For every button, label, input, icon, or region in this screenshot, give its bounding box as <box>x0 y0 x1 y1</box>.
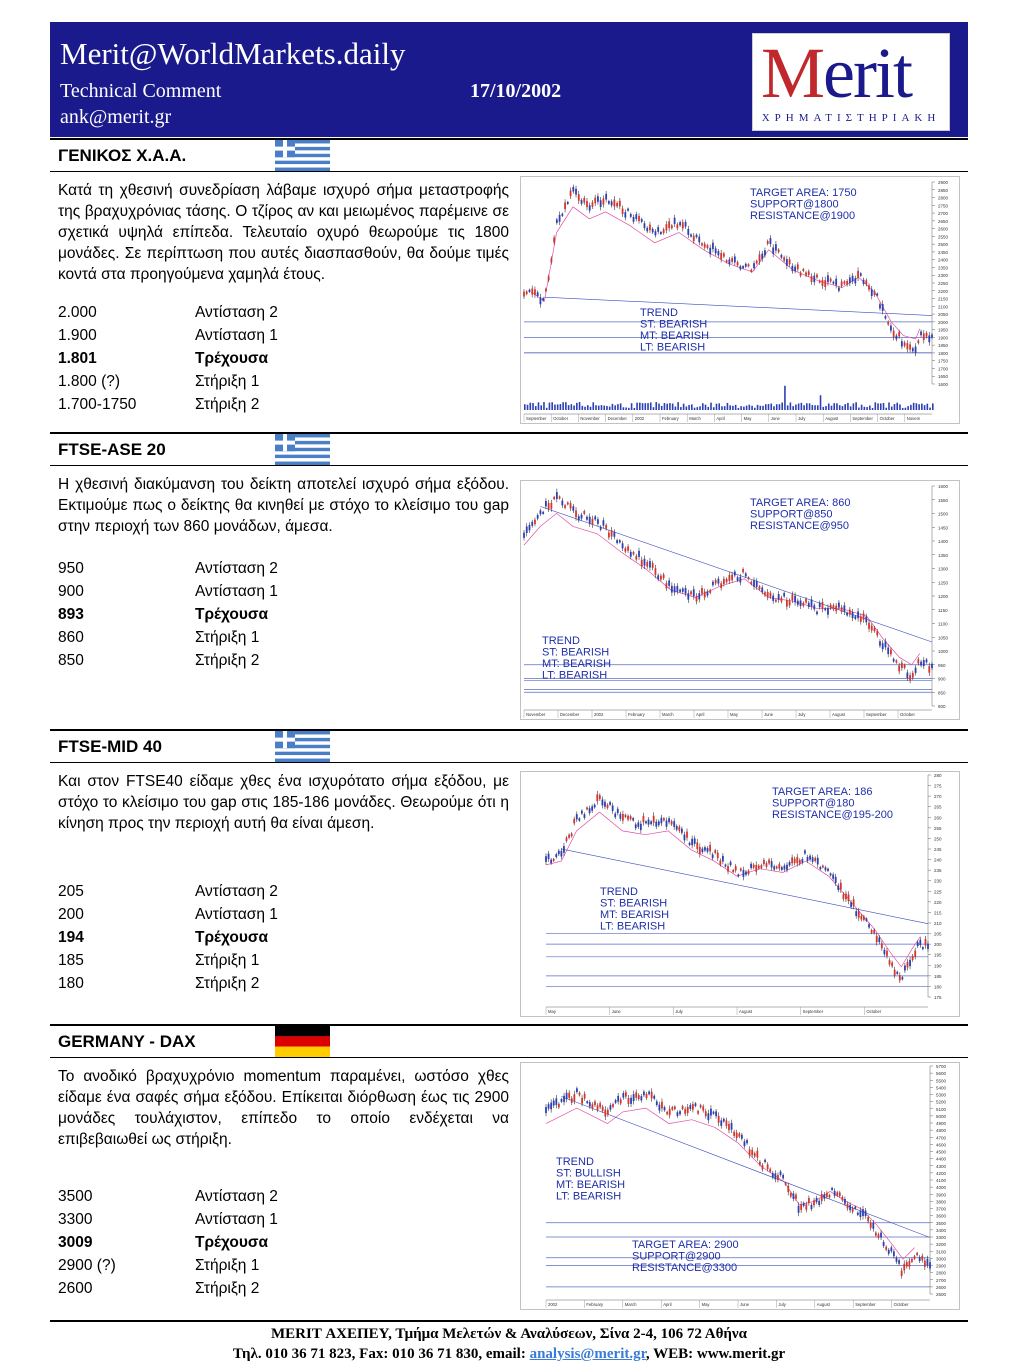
y-tick-label: 1850 <box>938 343 949 349</box>
y-tick-label: 215 <box>934 910 942 916</box>
y-tick-label: 2600 <box>938 226 949 232</box>
y-tick-label: 270 <box>934 794 942 800</box>
level-row <box>58 327 278 350</box>
target-annotation: RESISTANCE@950 <box>750 520 849 532</box>
y-tick-label: 255 <box>934 825 942 831</box>
y-tick-label: 1250 <box>938 580 949 586</box>
y-tick-label: 1550 <box>938 497 949 503</box>
level-label: Στήριξη 2 <box>195 396 260 413</box>
trend-annotation: LT: BEARISH <box>640 341 706 354</box>
month-label: February <box>586 1302 604 1307</box>
levels-list <box>58 304 278 419</box>
y-tick-label: 4400 <box>936 1156 947 1162</box>
level-label: Στήριξη 1 <box>195 1257 260 1274</box>
month-label: March <box>662 712 674 717</box>
section-header <box>50 729 968 763</box>
y-tick-label: 230 <box>934 878 942 884</box>
trend-annotation: TREND <box>542 635 580 647</box>
y-tick-label: 5300 <box>936 1092 947 1098</box>
y-tick-label: 4600 <box>936 1142 947 1148</box>
target-annotation: SUPPORT@2900 <box>632 1250 721 1263</box>
trend-annotation: LT: BEARISH <box>556 1190 622 1203</box>
report-title: Merit@WorldMarkets.daily <box>60 36 406 71</box>
level-label: Αντίσταση 2 <box>195 1188 278 1205</box>
month-label: June <box>764 712 774 717</box>
level-value: 3300 <box>58 1211 93 1228</box>
level-row <box>58 560 278 583</box>
y-tick-label: 2250 <box>938 281 949 286</box>
y-tick-label: 1650 <box>938 374 949 380</box>
month-label: July <box>675 1009 683 1014</box>
y-tick-label: 4700 <box>936 1135 947 1141</box>
level-row <box>58 975 278 998</box>
month-label: August <box>739 1009 753 1014</box>
trend-annotation: TREND <box>640 307 678 319</box>
month-label: November <box>580 416 600 421</box>
y-tick-label: 4200 <box>936 1170 947 1176</box>
section-ftse-mid-40 <box>50 729 968 1021</box>
section-germany-dax <box>50 1024 968 1316</box>
level-value: 950 <box>58 560 84 577</box>
y-tick-label: 900 <box>938 676 946 682</box>
y-tick-label: 3000 <box>936 1256 947 1262</box>
target-annotation: SUPPORT@1800 <box>750 198 839 211</box>
y-tick-label: 1600 <box>938 382 949 387</box>
y-tick-label: 3100 <box>936 1249 947 1255</box>
level-label: Στήριξη 2 <box>195 975 260 992</box>
level-value: 205 <box>58 883 84 900</box>
y-tick-label: 2900 <box>938 180 949 185</box>
month-label: September <box>866 712 887 717</box>
y-tick-label: 240 <box>934 857 942 863</box>
y-tick-label: 4500 <box>936 1149 947 1155</box>
target-annotation: TARGET AREA: 2900 <box>632 1239 739 1251</box>
level-value: 2900 (?) <box>58 1257 116 1274</box>
level-row <box>58 906 278 929</box>
germany-flag-icon <box>275 1026 330 1057</box>
y-tick-label: 4900 <box>936 1121 947 1126</box>
y-tick-label: 1600 <box>938 484 949 489</box>
y-tick-label: 2900 <box>936 1263 947 1269</box>
y-tick-label: 2000 <box>938 319 949 325</box>
month-label: August <box>825 416 839 421</box>
y-tick-label: 1500 <box>938 511 949 517</box>
section-text: Η χθεσινή διακύμανση του δείκτη αποτελεί ισχυρό σήμα εξόδου. Εκτιμούμε πως ο δείκτης θα κινηθεί με στόχο το κλείσιμο του gap στην περιοχή των 860 μονάδων, άμεσα. <box>58 476 509 535</box>
y-tick-label: 2150 <box>938 296 949 302</box>
month-label: October <box>893 1302 909 1307</box>
level-value: 900 <box>58 583 84 600</box>
month-label: June <box>740 1302 750 1307</box>
y-tick-label: 190 <box>934 963 942 969</box>
greece-flag-icon <box>275 434 330 465</box>
y-tick-label: 4800 <box>936 1128 947 1134</box>
y-tick-label: 225 <box>934 889 942 895</box>
y-tick-label: 1300 <box>938 566 949 572</box>
section-header <box>50 432 968 466</box>
y-tick-label: 250 <box>934 836 942 842</box>
level-label: Τρέχουσα <box>195 606 269 623</box>
y-tick-label: 4300 <box>936 1163 947 1169</box>
month-label: October <box>900 712 915 717</box>
month-label: February <box>662 416 679 421</box>
target-annotation: TARGET AREA: 860 <box>750 497 851 509</box>
greece-flag-icon <box>275 140 330 171</box>
level-row <box>58 1211 278 1234</box>
section-text: Κατά τη χθεσινή συνεδρίαση λάβαμε ισχυρό σήμα μεταστροφής της βραχυχρόνιας τάσης. Ο τζίρος αν και μειωμένος παρέμεινε σε σχετικά υψηλά επίπεδα. Τελευταίο οχυρό θεωρούμε τις 1800 μονάδες. Σε περίπτωση που αυτές διασπασθούν, θα δούμε τιμές κοντά στα προηγούμενα χαμηλά έτους. <box>58 182 509 283</box>
price-chart <box>520 1062 960 1310</box>
y-tick-label: 260 <box>934 815 942 821</box>
y-tick-label: 5400 <box>936 1085 947 1091</box>
target-annotation: RESISTANCE@3300 <box>632 1262 738 1274</box>
y-tick-label: 1150 <box>938 607 948 613</box>
level-value: 180 <box>58 975 84 992</box>
level-label: Τρέχουσα <box>195 1234 269 1251</box>
y-tick-label: 1700 <box>938 366 949 372</box>
level-value: 185 <box>58 952 84 969</box>
y-tick-label: 2450 <box>938 249 949 255</box>
level-value: 3500 <box>58 1188 93 1205</box>
level-label: Αντίσταση 1 <box>195 906 278 923</box>
month-label: May <box>701 1302 710 1307</box>
y-tick-label: 280 <box>934 773 942 778</box>
y-tick-label: 2600 <box>936 1284 947 1290</box>
merit-logo <box>752 33 950 131</box>
y-tick-label: 850 <box>938 690 946 696</box>
y-tick-label: 5700 <box>936 1064 947 1069</box>
y-tick-label: 265 <box>934 804 942 810</box>
footer-email-link[interactable]: analysis@merit.gr <box>529 1346 646 1362</box>
y-tick-label: 3900 <box>936 1192 947 1198</box>
level-value: 1.900 <box>58 327 97 344</box>
y-tick-label: 205 <box>934 931 942 937</box>
y-tick-label: 3300 <box>936 1235 947 1240</box>
y-tick-label: 1450 <box>938 525 949 531</box>
levels-list <box>58 1188 278 1303</box>
y-tick-label: 3400 <box>936 1227 947 1233</box>
level-label: Στήριξη 2 <box>195 652 260 669</box>
level-value: 1.801 <box>58 350 97 367</box>
trend-annotation: LT: BEARISH <box>600 920 666 933</box>
level-label: Στήριξη 2 <box>195 1280 260 1297</box>
y-tick-label: 235 <box>934 868 942 874</box>
y-tick-label: 1050 <box>938 635 949 641</box>
y-tick-label: 2650 <box>938 218 949 224</box>
level-label: Αντίσταση 2 <box>195 304 278 321</box>
month-label: September <box>852 416 873 421</box>
level-label: Αντίσταση 2 <box>195 560 278 577</box>
footer-contacts: Τηλ. 010 36 71 823, Fax: 010 36 71 830, email: analysis@merit.gr, WEB: www.merit.gr <box>232 1346 786 1362</box>
report-date: 17/10/2002 <box>470 80 562 102</box>
y-tick-label: 2800 <box>938 195 949 201</box>
month-label: April <box>716 416 725 421</box>
trend-annotation: MT: BEARISH <box>556 1179 626 1191</box>
y-tick-label: 2200 <box>938 288 949 294</box>
trend-annotation: TREND <box>556 1156 594 1168</box>
month-label: July <box>798 712 806 717</box>
level-value: 1.700-1750 <box>58 396 137 413</box>
month-label: August <box>832 712 846 717</box>
month-label: September <box>855 1302 876 1307</box>
month-label: May <box>548 1009 556 1014</box>
y-tick-label: 2700 <box>936 1277 947 1283</box>
y-tick-label: 1400 <box>938 539 949 544</box>
level-row <box>58 629 278 652</box>
section-header <box>50 138 968 172</box>
level-value: 194 <box>58 929 84 946</box>
y-tick-label: 1000 <box>938 649 949 654</box>
level-label: Στήριξη 1 <box>195 952 260 969</box>
report-email[interactable]: ank@merit.gr <box>60 106 172 128</box>
y-tick-label: 1900 <box>938 335 949 341</box>
report-header <box>50 22 968 137</box>
section-title: FTSE-ASE 20 <box>58 440 166 459</box>
month-label: December <box>607 416 627 421</box>
y-tick-label: 1350 <box>938 552 949 558</box>
trend-annotation: LT: BEARISH <box>542 669 608 682</box>
y-tick-label: 3800 <box>936 1199 947 1205</box>
level-row <box>58 606 278 629</box>
trend-annotation: ST: BULLISH <box>556 1167 621 1180</box>
logo-word: Merit <box>761 33 911 113</box>
trend-annotation: MT: BEARISH <box>600 909 670 921</box>
y-tick-label: 1950 <box>938 327 949 333</box>
y-tick-label: 3700 <box>936 1206 947 1212</box>
level-row <box>58 952 278 975</box>
target-annotation: TARGET AREA: 186 <box>772 786 873 798</box>
logo-tagline: ΧΡΗΜΑΤΙΣΤΗΡΙΑΚΗ <box>761 112 941 124</box>
month-label: 2002 <box>594 712 604 717</box>
y-tick-label: 210 <box>934 921 942 926</box>
month-label: 2002 <box>634 416 645 421</box>
y-tick-label: 5200 <box>936 1099 947 1105</box>
y-tick-label: 2050 <box>938 312 949 318</box>
section-ftse-ase-20 <box>50 432 968 728</box>
target-annotation: SUPPORT@180 <box>772 797 855 810</box>
month-label: July <box>778 1302 786 1307</box>
trend-annotation: ST: BEARISH <box>600 897 668 910</box>
section-text: Το ανοδικό βραχυχρόνιο momentum παραμένει, ωστόσο χθες είδαμε ένα σαφές σήμα εξόδου. Επίκειται διόρθωση έως τις 2900 μονάδες τουλάχιστον, επίπεδο το οποίο ενδέχεται να επιβεβαιωθεί ως στήριξη. <box>58 1068 509 1148</box>
price-chart <box>520 771 960 1017</box>
level-row <box>58 583 278 606</box>
y-tick-label: 4000 <box>936 1185 947 1191</box>
y-tick-label: 195 <box>934 952 942 958</box>
section-header <box>50 1024 968 1058</box>
y-tick-label: 2400 <box>938 257 949 263</box>
levels-list <box>58 883 278 998</box>
level-label: Τρέχουσα <box>195 929 269 946</box>
y-tick-label: 2800 <box>936 1270 947 1276</box>
y-tick-label: 220 <box>934 899 942 905</box>
y-tick-label: 3600 <box>936 1213 947 1219</box>
y-tick-label: 2500 <box>936 1292 947 1297</box>
month-label: April <box>663 1302 672 1307</box>
month-label: 2002 <box>548 1302 558 1307</box>
report-subtitle: Technical Comment <box>60 80 222 102</box>
level-value: 1.800 (?) <box>58 373 121 390</box>
level-value: 2.000 <box>58 304 97 321</box>
section-title: GERMANY - DAX <box>58 1032 196 1051</box>
y-tick-label: 1200 <box>938 594 949 599</box>
y-tick-label: 2300 <box>938 273 949 279</box>
level-label: Αντίσταση 1 <box>195 583 278 600</box>
month-label: May <box>743 416 752 421</box>
target-annotation: RESISTANCE@195-200 <box>772 809 894 821</box>
month-label: March <box>624 1302 637 1307</box>
footer-address: MERIT ΑΧΕΠΕΥ, Τμήμα Μελετών & Αναλύσεων, Σίνα 2-4, 106 72 Αθήνα <box>271 1326 747 1342</box>
greece-flag-icon <box>275 731 330 762</box>
y-tick-label: 275 <box>934 783 942 789</box>
month-label: September <box>802 1009 824 1014</box>
level-value: 3009 <box>58 1234 93 1251</box>
level-label: Στήριξη 1 <box>195 629 260 646</box>
month-label: September <box>526 416 547 421</box>
y-tick-label: 1800 <box>938 350 949 356</box>
y-tick-label: 1100 <box>938 621 948 627</box>
y-tick-label: 245 <box>934 847 942 852</box>
month-label: Novem <box>906 416 921 421</box>
level-row <box>58 1280 278 1303</box>
y-tick-label: 2700 <box>938 211 949 217</box>
y-tick-label: 2350 <box>938 265 949 271</box>
section-title: FTSE-MID 40 <box>58 737 162 756</box>
level-row <box>58 350 278 373</box>
trend-annotation: TREND <box>600 886 638 898</box>
y-tick-label: 1750 <box>938 358 949 364</box>
y-tick-label: 4100 <box>936 1178 947 1183</box>
level-row <box>58 373 278 396</box>
y-tick-label: 5100 <box>936 1106 947 1112</box>
level-label: Στήριξη 1 <box>195 373 260 390</box>
y-tick-label: 2850 <box>938 187 949 193</box>
month-label: March <box>689 416 701 421</box>
level-row <box>58 396 278 419</box>
trend-annotation: MT: BEARISH <box>542 658 612 670</box>
month-label: July <box>798 416 806 421</box>
y-tick-label: 175 <box>934 995 942 1000</box>
level-row <box>58 883 278 906</box>
month-label: April <box>696 712 705 717</box>
month-label: October <box>866 1009 882 1014</box>
trend-annotation: MT: BEARISH <box>640 330 710 342</box>
y-tick-label: 185 <box>934 973 942 979</box>
level-value: 2600 <box>58 1280 93 1297</box>
y-tick-label: 180 <box>934 984 942 990</box>
level-value: 200 <box>58 906 84 923</box>
y-tick-label: 2750 <box>938 203 949 209</box>
month-label: August <box>816 1302 830 1307</box>
y-tick-label: 5500 <box>936 1078 947 1084</box>
level-value: 850 <box>58 652 84 669</box>
target-annotation: TARGET AREA: 1750 <box>750 187 857 199</box>
price-chart <box>520 480 960 720</box>
levels-list <box>58 560 278 675</box>
level-row <box>58 929 278 952</box>
price-chart <box>520 176 960 424</box>
level-value: 860 <box>58 629 84 646</box>
month-label: May <box>730 712 738 717</box>
month-label: June <box>611 1009 621 1014</box>
y-tick-label: 2550 <box>938 234 949 240</box>
month-label: December <box>560 712 580 717</box>
level-label: Αντίσταση 2 <box>195 883 278 900</box>
y-tick-label: 2100 <box>938 304 949 310</box>
section-title: ΓΕΝΙΚΟΣ Χ.Α.Α. <box>58 146 187 165</box>
target-annotation: RESISTANCE@1900 <box>750 210 856 222</box>
y-tick-label: 3200 <box>936 1242 947 1248</box>
y-tick-label: 950 <box>938 662 946 668</box>
month-label: February <box>628 712 645 717</box>
level-label: Αντίσταση 1 <box>195 327 278 344</box>
level-row <box>58 1234 278 1257</box>
month-label: November <box>526 712 546 717</box>
target-annotation: SUPPORT@850 <box>750 508 833 521</box>
y-tick-label: 5600 <box>936 1071 947 1077</box>
month-label: October <box>879 416 895 421</box>
trend-annotation: ST: BEARISH <box>640 318 708 331</box>
level-row <box>58 1188 278 1211</box>
level-row <box>58 652 278 675</box>
level-value: 893 <box>58 606 84 623</box>
y-tick-label: 200 <box>934 942 942 948</box>
month-label: June <box>770 416 780 421</box>
y-tick-label: 2500 <box>938 242 949 248</box>
y-tick-label: 5000 <box>936 1113 947 1119</box>
month-label: October <box>553 416 569 421</box>
level-label: Τρέχουσα <box>195 350 269 367</box>
level-label: Αντίσταση 1 <box>195 1211 278 1228</box>
y-tick-label: 800 <box>938 704 946 709</box>
trend-annotation: ST: BEARISH <box>542 646 610 659</box>
y-tick-label: 3500 <box>936 1220 947 1226</box>
footer <box>50 1320 968 1364</box>
section-general-index <box>50 138 968 430</box>
level-row <box>58 304 278 327</box>
section-text: Και στον FTSE40 είδαμε χθες ένα ισχυρότατο σήμα εξόδου, με στόχο το κλείσιμο του gap στις 185-186 μονάδες. Θεωρούμε ότι η κίνηση προς την περιοχή αυτή θα είναι άμεση. <box>58 773 509 832</box>
level-row <box>58 1257 278 1280</box>
